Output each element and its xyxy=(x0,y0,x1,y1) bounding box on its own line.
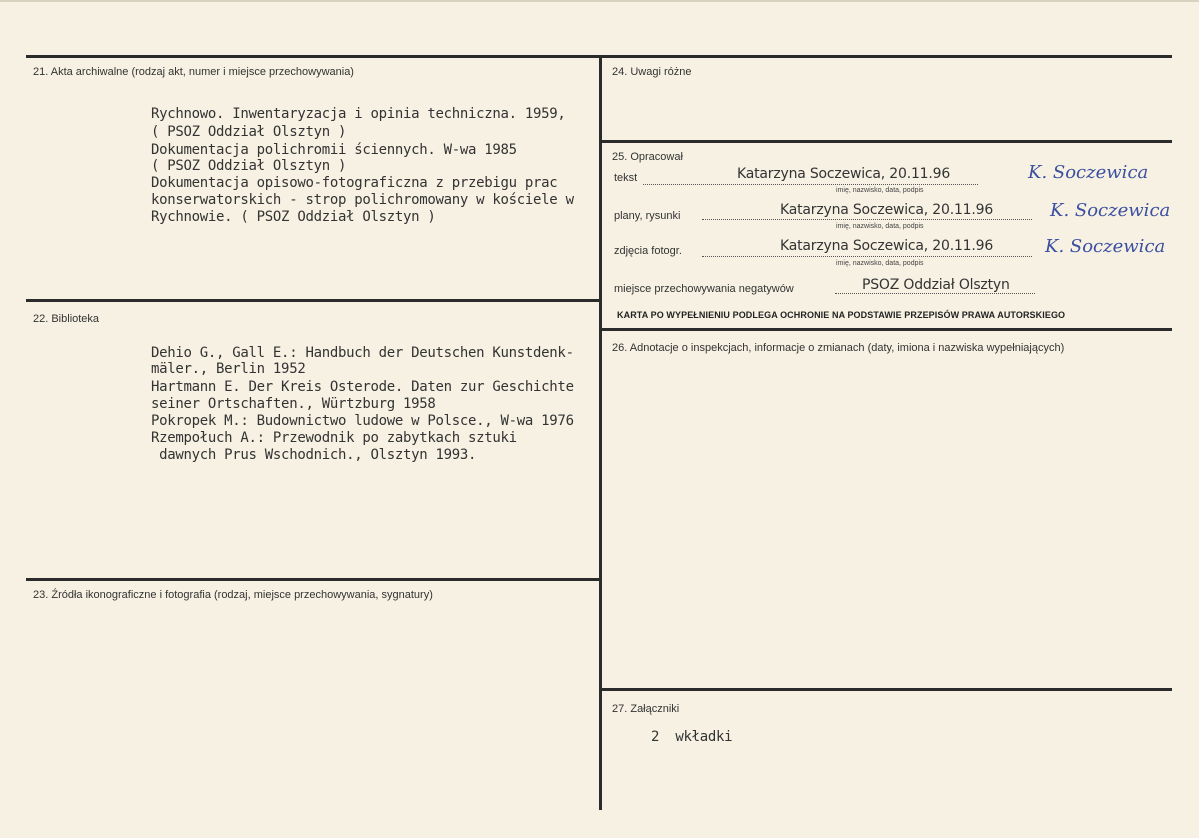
zdjecia-value: Katarzyna Soczewica, 20.11.96 xyxy=(780,238,994,254)
plany-value: Katarzyna Soczewica, 20.11.96 xyxy=(780,202,994,218)
plany-signature: K. Soczewica xyxy=(1050,200,1171,221)
bibliography-line: dawnych Prus Wschodnich., Olsztyn 1993. xyxy=(151,447,477,463)
section-22-label: 22. Biblioteka xyxy=(33,313,100,325)
miejsce-label: miejsce przechowywania negatywów xyxy=(614,283,794,295)
archive-line: Dokumentacja polichromii ściennych. W-wa 1985 xyxy=(151,142,517,158)
tekst-value: Katarzyna Soczewica, 20.11.96 xyxy=(737,166,951,182)
rule-26-27 xyxy=(600,688,1172,691)
rule-25-26 xyxy=(600,328,1172,331)
archive-line: konserwatorskich - strop polichromowany w kościele w xyxy=(151,192,574,208)
copyright-note: KARTA PO WYPEŁNIENIU PODLEGA OCHRONIE NA PODSTAWIE PRZEPISÓW PRAWA AUTORSKIEGO xyxy=(617,310,1066,320)
tekst-signature: K. Soczewica xyxy=(1028,162,1149,183)
rule-22-23 xyxy=(26,578,600,581)
section-23-label: 23. Źródła ikonograficzne i fotografia (rodzaj, miejsce przechowywania, sygnatury) xyxy=(33,589,433,601)
tekst-label: tekst xyxy=(614,172,638,184)
zdjecia-caption: imię, nazwisko, data, podpis xyxy=(836,260,924,267)
bibliography-line: seiner Ortschaften., Würtzburg 1958 xyxy=(151,396,436,412)
zdjecia-signature: K. Soczewica xyxy=(1045,236,1166,257)
center-divider xyxy=(599,55,602,810)
archive-line: Rychnowo. Inwentaryzacja i opinia techniczna. 1959, xyxy=(151,106,566,122)
bibliography-line: Rzempołuch A.: Przewodnik po zabytkach sztuki xyxy=(151,430,517,446)
bibliography-line: Hartmann E. Der Kreis Osterode. Daten zur Geschichte xyxy=(151,379,574,395)
plany-label: plany, rysunki xyxy=(614,210,681,222)
section-25-label: 25. Opracował xyxy=(612,151,683,163)
rule-24-25 xyxy=(600,140,1172,143)
archive-line: ( PSOZ Oddział Olsztyn ) xyxy=(151,158,347,174)
attachments-value: 2 wkładki xyxy=(651,729,733,745)
rule-21-22 xyxy=(26,299,600,302)
section-27-label: 27. Załączniki xyxy=(612,703,680,715)
zdjecia-dotted-line xyxy=(702,256,1032,257)
plany-caption: imię, nazwisko, data, podpis xyxy=(836,223,924,230)
plany-dotted-line xyxy=(702,219,1032,220)
bibliography-line: Pokropek M.: Budownictwo ludowe w Polsce., W-wa 1976 xyxy=(151,413,574,429)
bibliography-line: mäler., Berlin 1952 xyxy=(151,361,306,377)
zdjecia-label: zdjęcia fotogr. xyxy=(614,245,682,257)
section-21-label: 21. Akta archiwalne (rodzaj akt, numer i miejsce przechowywania) xyxy=(33,66,354,78)
archive-line: Dokumentacja opisowo-fotograficzna z przebigu prac xyxy=(151,175,558,191)
bibliography-line: Dehio G., Gall E.: Handbuch der Deutschen Kunstdenk- xyxy=(151,345,574,361)
section-26-label: 26. Adnotacje o inspekcjach, informacje o zmianach (daty, imiona i nazwiska wypełniających) xyxy=(612,342,1065,354)
tekst-dotted-line xyxy=(643,184,978,185)
archive-line: Rychnowie. ( PSOZ Oddział Olsztyn ) xyxy=(151,209,436,225)
tekst-caption: imię, nazwisko, data, podpis xyxy=(836,187,924,194)
archive-line: ( PSOZ Oddział Olsztyn ) xyxy=(151,124,347,140)
miejsce-dotted-line xyxy=(835,293,1035,294)
section-24-label: 24. Uwagi różne xyxy=(612,66,692,78)
miejsce-value: PSOZ Oddział Olsztyn xyxy=(862,277,1010,293)
